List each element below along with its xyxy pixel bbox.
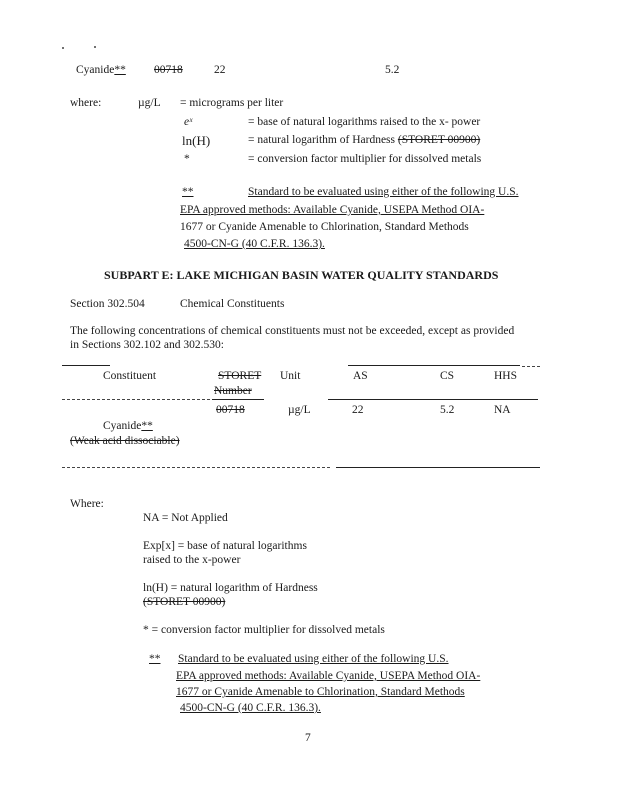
table-rule-bottom-left — [62, 467, 330, 468]
exp-definition: = base of natural logarithms raised to the x- power — [248, 116, 481, 128]
intro-line-2: in Sections 302.102 and 302.530: — [70, 339, 224, 351]
table-rule-top-left — [62, 365, 110, 366]
where2-dstar-line-4: 4500-CN-G (40 C.F.R. 136.3). — [180, 702, 321, 714]
dstar-line-4: 4500-CN-G (40 C.F.R. 136.3). — [184, 238, 325, 250]
header-cs: CS — [440, 370, 455, 382]
unit-symbol: µg/L — [138, 97, 161, 109]
row-hhs: NA — [494, 404, 511, 416]
where2-ln-line: ln(H) = natural logarithm of Hardness — [143, 582, 318, 594]
section-number: Section 302.504 — [70, 298, 145, 310]
scan-speck — [62, 47, 64, 49]
dstar-symbol: ** — [182, 186, 194, 198]
header-unit: Unit — [280, 370, 301, 382]
top-constituent: Cyanide** — [76, 64, 126, 76]
header-storet-number: Number — [214, 385, 252, 397]
scan-speck — [94, 46, 96, 48]
where2-dstar-line-3: 1677 or Cyanide Amenable to Chlorination, Standard Methods — [176, 686, 465, 698]
where2-dstar-line-1: Standard to be evaluated using either of the following U.S. — [178, 653, 449, 665]
table-rule-bottom-right — [336, 467, 540, 468]
where2-star-line: * = conversion factor multiplier for dissolved metals — [143, 624, 385, 636]
where2-na: NA = Not Applied — [143, 512, 228, 524]
top-value-2: 5.2 — [385, 64, 400, 76]
header-hhs: HHS — [494, 370, 518, 382]
where2-label: Where: — [70, 498, 104, 510]
where2-dstar-line-2: EPA approved methods: Available Cyanide, USEPA Method OIA- — [176, 670, 481, 682]
header-as: AS — [353, 370, 368, 382]
row-storet: 00718 — [216, 404, 245, 416]
star-definition: = conversion factor multiplier for dissolved metals — [248, 153, 482, 165]
top-value-1: 22 — [214, 64, 226, 76]
row-constituent: Cyanide** — [103, 420, 153, 432]
where2-dstar-symbol: ** — [149, 653, 161, 665]
where-label: where: — [70, 97, 102, 109]
where2-exp-line-2: raised to the x-power — [143, 554, 241, 566]
top-storet: 00718 — [154, 64, 183, 76]
ln-symbol: ln(H) — [182, 133, 211, 148]
unit-definition: = micrograms per liter — [180, 97, 284, 109]
exp-symbol: eˣ — [184, 116, 193, 128]
page-number: 7 — [305, 732, 311, 744]
star-symbol: * — [184, 153, 190, 165]
header-rule-right — [328, 399, 538, 400]
table-rule-top-dots — [522, 366, 540, 367]
ln-definition: = natural logarithm of Hardness (STORET 00900) — [248, 134, 481, 146]
row-struck-note: (Weak acid dissociable) — [70, 435, 180, 447]
header-constituent: Constituent — [103, 370, 157, 382]
row-unit: µg/L — [288, 404, 311, 416]
header-rule-storet — [212, 399, 264, 400]
dstar-line-2: EPA approved methods: Available Cyanide, USEPA Method OIA- — [180, 204, 485, 216]
dstar-line-3: 1677 or Cyanide Amenable to Chlorination, Standard Methods — [180, 221, 469, 233]
header-rule-left — [62, 399, 210, 400]
where2-exp-line-1: Exp[x] = base of natural logarithms — [143, 540, 307, 552]
row-as: 22 — [352, 404, 364, 416]
header-storet: STORET — [218, 370, 262, 382]
dstar-line-1: Standard to be evaluated using either of the following U.S. — [248, 186, 519, 198]
section-title: Chemical Constituents — [180, 298, 285, 310]
intro-line-1: The following concentrations of chemical constituents must not be exceeded, except as provided — [70, 325, 515, 337]
where2-ln-struck: (STORET 00900) — [143, 596, 226, 608]
table-rule-top-right — [348, 365, 520, 366]
subpart-heading: SUBPART E: LAKE MICHIGAN BASIN WATER QUALITY STANDARDS — [104, 268, 499, 282]
row-cs: 5.2 — [440, 404, 455, 416]
ln-storet-struck: (STORET 00900) — [397, 134, 481, 146]
